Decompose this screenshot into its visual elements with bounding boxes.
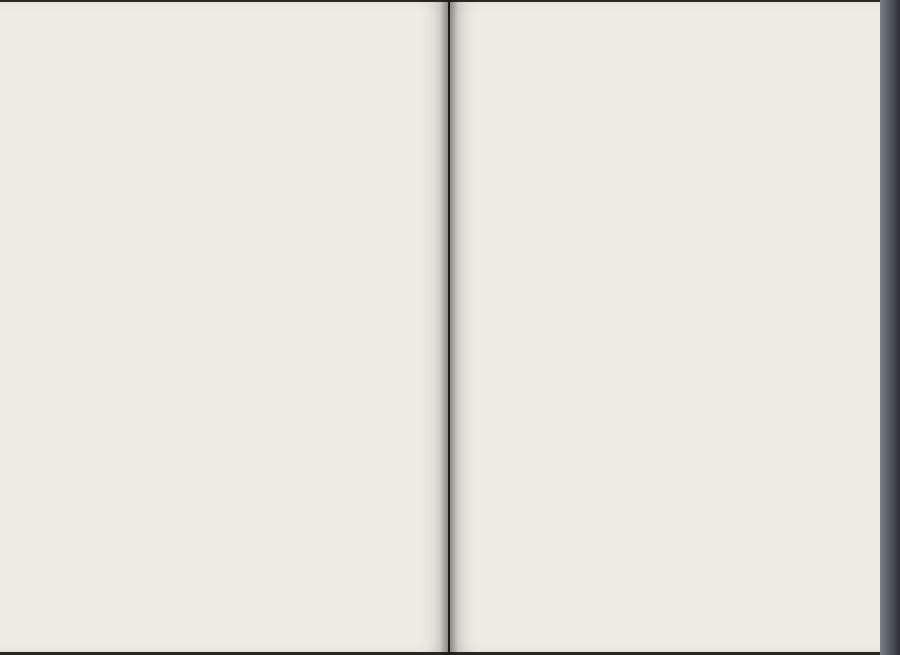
book-edge <box>880 0 900 655</box>
left-page <box>0 2 448 652</box>
right-page <box>450 2 882 652</box>
book-gutter <box>440 0 458 655</box>
